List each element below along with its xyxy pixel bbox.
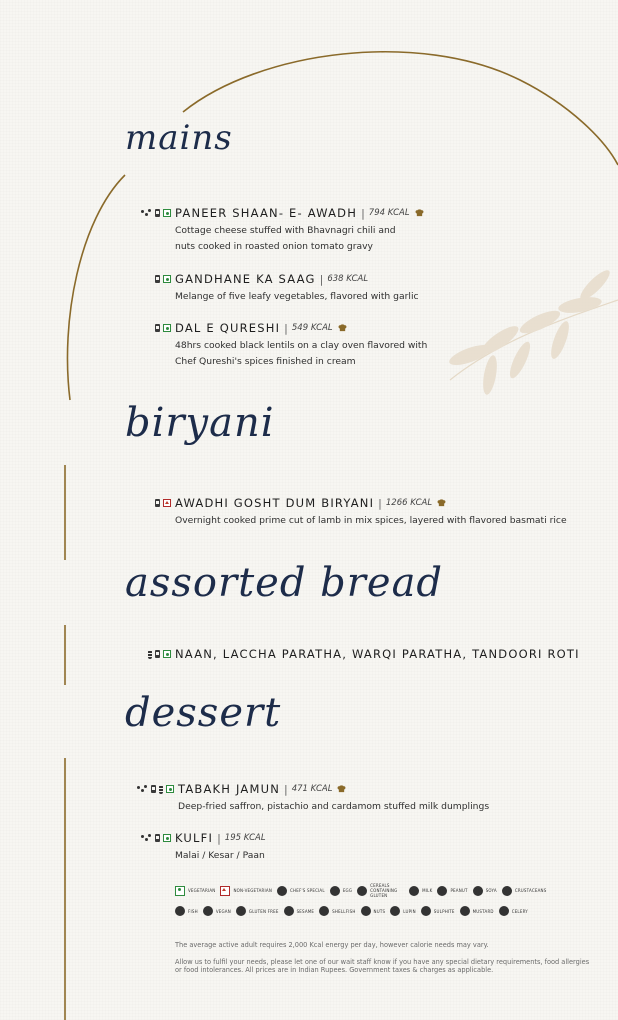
menu-item bbox=[120, 781, 489, 815]
chef-hat-icon bbox=[437, 499, 446, 507]
item-description: nuts cooked in roasted onion tomato gravy bbox=[175, 241, 373, 252]
menu-item bbox=[130, 205, 424, 255]
milk-icon bbox=[155, 324, 160, 332]
legend-entry: LUPIN bbox=[390, 906, 416, 916]
legend-entry: SHELLFISH bbox=[319, 906, 355, 916]
item-kcal: 549 KCAL bbox=[291, 323, 333, 333]
veg-icon bbox=[163, 324, 171, 332]
item-description: Malai / Kesar / Paan bbox=[175, 850, 265, 861]
legend-entry: PEANUT bbox=[437, 886, 467, 896]
sesame-icon bbox=[284, 906, 294, 916]
calorie-note: The average active adult requires 2,000 Kcal energy per day, however calorie needs may vary. bbox=[175, 941, 489, 949]
chef-hat-icon bbox=[338, 324, 347, 332]
crustacean-icon bbox=[502, 886, 512, 896]
separator: | bbox=[378, 496, 382, 510]
legend-entry: EGG bbox=[330, 886, 352, 896]
non-veg-icon bbox=[163, 499, 171, 507]
legend-entry: SOYA bbox=[473, 886, 497, 896]
milk-icon bbox=[155, 834, 160, 842]
allergen-legend-row bbox=[175, 883, 595, 898]
veg-icon bbox=[175, 886, 185, 896]
item-kcal: 195 KCAL bbox=[224, 833, 266, 843]
legend-entry: NON-VEGETARIAN bbox=[220, 886, 272, 896]
item-kcal: 1266 KCAL bbox=[385, 498, 433, 508]
milk-icon bbox=[155, 209, 160, 217]
veg-icon bbox=[163, 650, 171, 658]
lupin-icon bbox=[390, 906, 400, 916]
item-name: DAL E QURESHI bbox=[175, 321, 281, 335]
item-description: Melange of five leafy vegetables, flavored with garlic bbox=[175, 291, 419, 302]
item-description: Cottage cheese stuffed with Bhavnagri chili and bbox=[175, 225, 396, 236]
separator: | bbox=[319, 272, 324, 286]
separator: | bbox=[361, 206, 365, 220]
vegan-icon bbox=[203, 906, 213, 916]
menu-item bbox=[130, 646, 580, 662]
nuts-icon bbox=[137, 785, 148, 793]
leaf-decoration-icon bbox=[447, 267, 618, 396]
mustard-icon bbox=[460, 906, 470, 916]
item-description: Chef Qureshi's spices finished in cream bbox=[175, 356, 356, 367]
separator: | bbox=[284, 782, 288, 796]
item-name: PANEER SHAAN- E- AWADH bbox=[175, 206, 358, 220]
egg-icon bbox=[330, 886, 340, 896]
veg-icon bbox=[163, 834, 171, 842]
milk-icon bbox=[409, 886, 419, 896]
menu-item bbox=[130, 271, 419, 305]
gluten-free-icon bbox=[236, 906, 246, 916]
item-name: NAAN, LACCHA PARATHA, WARQI PARATHA, TANDOORI ROTI bbox=[175, 647, 580, 661]
chef-hat-icon bbox=[337, 785, 346, 793]
peanut-icon bbox=[437, 886, 447, 896]
nuts-icon bbox=[361, 906, 371, 916]
legend-entry: NUTS bbox=[361, 906, 386, 916]
nuts-icon bbox=[141, 209, 152, 217]
menu-item bbox=[130, 830, 266, 864]
legend-entry: SULPHITE bbox=[421, 906, 455, 916]
milk-icon bbox=[151, 785, 156, 793]
non-veg-icon bbox=[220, 886, 230, 896]
wheat-icon bbox=[148, 650, 152, 659]
chef-hat-icon bbox=[415, 209, 424, 217]
item-kcal: 638 KCAL bbox=[327, 274, 369, 284]
item-kcal: 794 KCAL bbox=[368, 208, 410, 218]
item-description: 48hrs cooked black lentils on a clay oven flavored with bbox=[175, 340, 428, 351]
dietary-note: Allow us to fulfil your needs, please let one of our wait staff know if you have any special dietary requirements, food allergies or food intolerances. All prices are in Indian Rupees. Government taxes & charges as applicable. bbox=[175, 958, 590, 974]
legend-entry: VEGAN bbox=[203, 906, 231, 916]
separator: | bbox=[284, 321, 288, 335]
item-description: Deep-fried saffron, pistachio and cardamom stuffed milk dumplings bbox=[178, 801, 490, 812]
wheat-icon bbox=[159, 785, 163, 794]
sulphite-icon bbox=[421, 906, 431, 916]
legend-entry: CEREALS CONTAINING GLUTEN bbox=[357, 883, 404, 898]
chef-hat-icon bbox=[277, 886, 287, 896]
veg-icon bbox=[166, 785, 174, 793]
legend-entry: MUSTARD bbox=[460, 906, 494, 916]
section-heading-dessert: dessert bbox=[125, 690, 282, 736]
item-name: AWADHI GOSHT DUM BIRYANI bbox=[175, 496, 375, 510]
legend-entry: MILK bbox=[409, 886, 432, 896]
legend-entry: VEGETARIAN bbox=[175, 886, 215, 896]
shellfish-icon bbox=[319, 906, 329, 916]
allergen-legend-row bbox=[175, 906, 595, 916]
veg-icon bbox=[163, 275, 171, 283]
legend-entry: FISH bbox=[175, 906, 198, 916]
legend-entry: CELERY bbox=[499, 906, 528, 916]
legend-entry: CHEF'S SPECIAL bbox=[277, 886, 325, 896]
veg-icon bbox=[163, 209, 171, 217]
celery-icon bbox=[499, 906, 509, 916]
legend-entry: GLUTEN FREE bbox=[236, 906, 279, 916]
milk-icon bbox=[155, 275, 160, 283]
menu-item bbox=[130, 495, 567, 529]
soya-icon bbox=[473, 886, 483, 896]
nuts-icon bbox=[141, 834, 152, 842]
menu-item bbox=[130, 320, 427, 370]
milk-icon bbox=[155, 650, 160, 658]
item-kcal: 471 KCAL bbox=[291, 784, 333, 794]
item-description: Overnight cooked prime cut of lamb in mix spices, layered with flavored basmati rice bbox=[175, 515, 567, 526]
section-heading-biryani: biryani bbox=[125, 400, 275, 446]
item-name: TABAKH JAMUN bbox=[178, 782, 280, 796]
legend-entry: SESAME bbox=[284, 906, 315, 916]
section-heading-assorted-bread: assorted bread bbox=[125, 560, 444, 606]
wheat-icon bbox=[357, 886, 367, 896]
section-heading-mains: mains bbox=[125, 118, 233, 158]
separator: | bbox=[217, 831, 221, 845]
milk-icon bbox=[155, 499, 160, 507]
item-name: GANDHANE KA SAAG bbox=[175, 272, 316, 286]
item-name: KULFI bbox=[175, 831, 214, 845]
fish-icon bbox=[175, 906, 185, 916]
legend-entry: CRUSTACEANS bbox=[502, 886, 547, 896]
